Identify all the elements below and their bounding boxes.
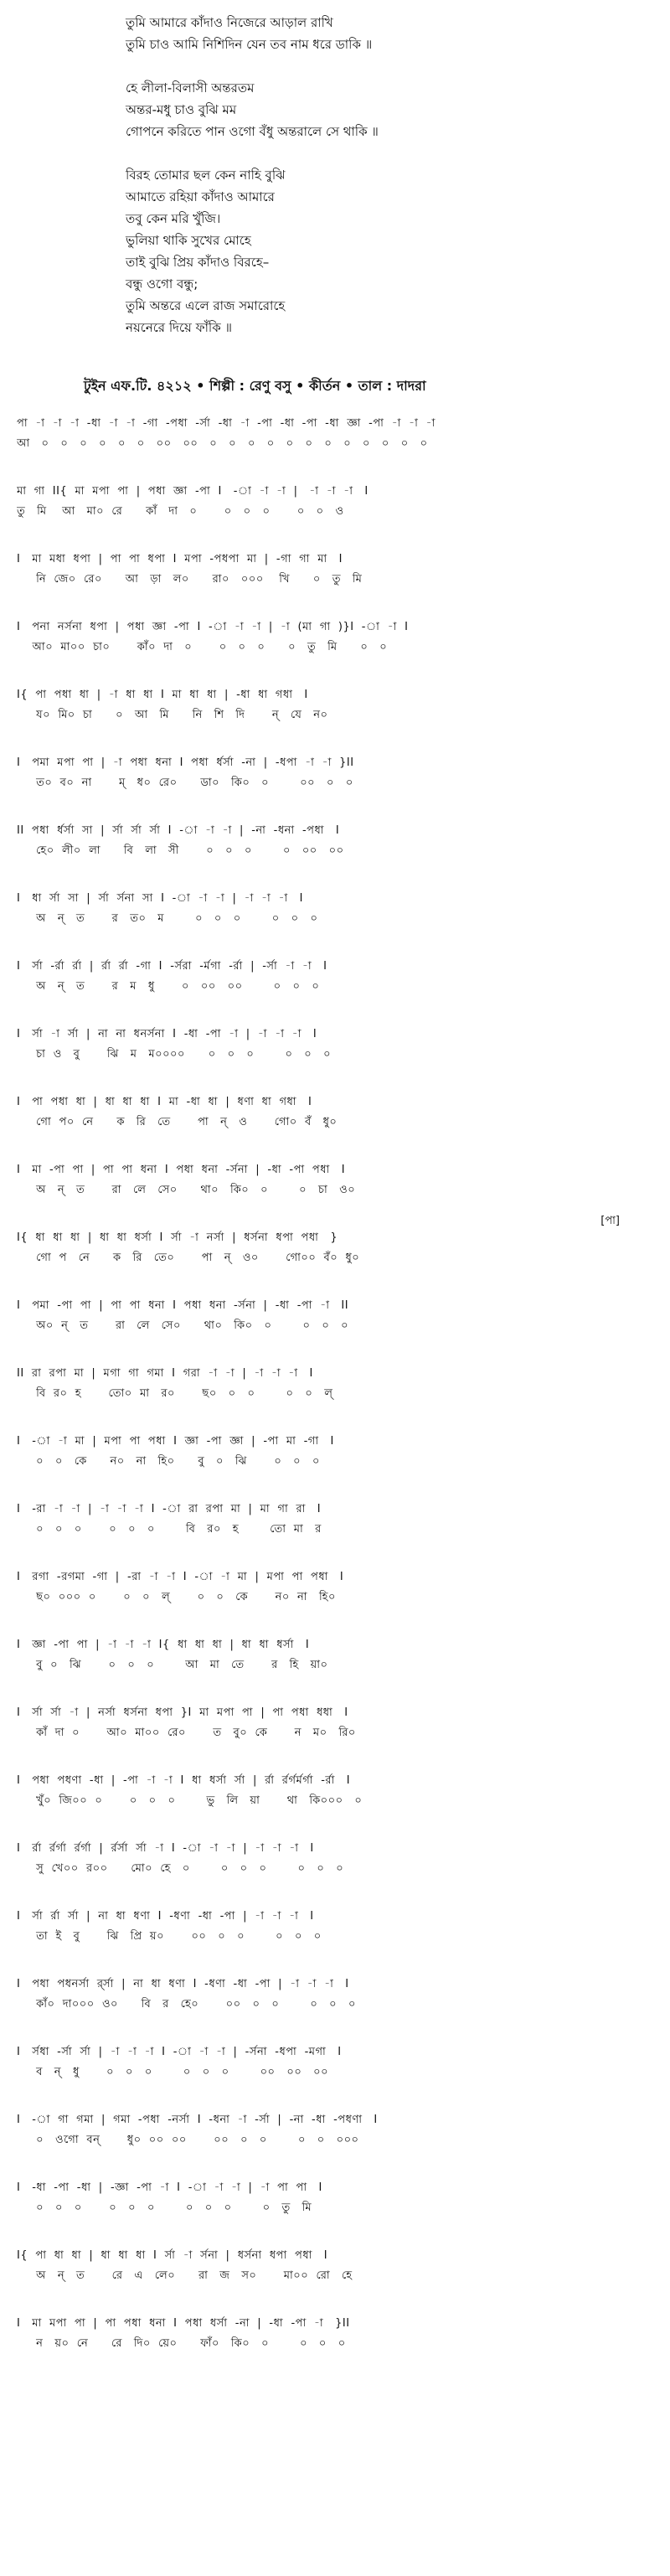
swara-row: I ধা র্সা সা | র্সা র্সনা সা I -া -া -া | -া -া -া I [17,892,304,905]
notation-block [0,614,670,682]
swara-row: I -ধা -পা -ধা | -জ্ঞা -পা -া I -া -া -া | -া পা পা I [17,2181,322,2194]
swara-row: I র্সা -া র্সা | না না ধনর্সনা I -ধা -পা -া | -া -া -া I [17,1028,317,1040]
bracket-note: [পা] [600,1215,620,1227]
notation-block [0,478,670,546]
lyric-syllable-row: অ ন্ ত রে এ লে০ রা জ স০ মা০০ রো হে [17,2269,353,2282]
lyric-stanza [126,12,561,55]
lyric-line: নয়নেরে দিয়ে ফাঁকি ॥ [126,320,232,335]
notation-block [0,1700,670,1768]
lyric-line: অন্তর-মধু চাও বুঝি মম [126,102,237,117]
swara-row: I পধা পধনর্সা র্র্সা | না ধা ধণা I -ধণা -ধা -পা | -া -া -া I [17,1978,349,1990]
swara-row: I -রা -া -া | -া -া -া I -া রা রপা মা | মা গা রা I [17,1503,322,1515]
lyric-syllable-row: সু খে০০ র০০ মো০ হে ০ ০ ০ ০ ০ ০ ০ [17,1862,344,1875]
swara-row: I পনা নর্সনা ধপা | পধা জ্ঞা -পা I -া -া -া | -া (মা গা )}I -া -া I [17,621,409,633]
lyric-syllable-row: চা ও বু ঝি ম ম০০০০ ০ ০ ০ ০ ০ ০ [17,1048,332,1061]
notation-block [0,1360,670,1428]
swara-row: I -া -া মা | মপা পা পধা I জ্ঞা -পা জ্ঞা | -পা মা -গা I [17,1435,334,1448]
notation-block [0,750,670,818]
lyric-syllable-row: ০ ০ ০ ০ ০ ০ বি র০ হ তো মা র [17,1523,322,1536]
swara-row: I র্সধা -র্সা র্সা | -া -া -া I -া -া -া | -র্সনা -ধপা -মগা I [17,2046,342,2058]
notation-block [0,1428,670,1496]
lyric-syllable-row: ০ ওগো বন্ ধু০ ০০ ০০ ০০ ০ ০ ০ ০ ০০০ [17,2134,359,2146]
lyric-syllable-row: খুঁ০ জি০০ ০ ০ ০ ০ ভু লি য়া থা কি০০০ ০ [17,1794,363,1807]
swara-row: I{ পা ধা ধা | ধা ধা ধা I র্সা -া র্সনা | ধর্সনা ধপা পধা I [17,2249,328,2262]
lyric-syllable-row: হে০ লী০ লা বি লা সী ০ ০ ০ ০ ০০ ০০ [17,844,344,857]
notation-block [0,546,670,614]
swara-row: II পধা র্ধর্সা সা | র্সা র্সা র্সা I -া -া -া | -না -ধনা -পধা I [17,824,340,837]
swara-row: I র্সা র্রা র্সা | না ধা ধণা I -ধণা -ধা -পা | -া -া -া I [17,1910,314,1923]
lyric-syllable-row: ছ০ ০০০ ০ ০ ০ ল্ ০ ০ কে ন০ না হি০ [17,1591,336,1603]
notation-block [0,1632,670,1700]
swara-row: II রা রপা মা | মগা গা গমা I গরা -া -া | -া -া -া I [17,1367,313,1380]
lyric-syllable-row: অ ন্ ত র ম ধু ০ ০০ ০০ ০ ০ ০ [17,980,320,993]
lyric-syllable-row: গো প০ নে ক রি তে পা ন্ ও গো০ বঁ ধু০ [17,1116,338,1128]
swara-row: I{ পা পধা ধা | -া ধা ধা I মা ধা ধা | -ধা ধা গধা I [17,689,308,701]
notation-block [0,1157,670,1225]
lyric-syllable-row: অ ন্ ত র ত০ ম ০ ০ ০ ০ ০ ০ [17,912,318,925]
swara-row: I পা পধা ধা | ধা ধা ধা I মা -ধা ধা | ধণা ধা গধা I [17,1096,312,1108]
swara-row: I রগা -রগমা -গা | -রা -া -া I -া -া মা | মপা পা পধা I [17,1571,344,1583]
lyric-syllable-row: অ ন্ ত রা লে সে০ থা০ কি০ ০ ০ চা ও০ [17,1184,356,1196]
lyric-line: তবু কেন মরি খুঁজি। [126,211,221,226]
lyric-syllable-row: ত০ ব০ না ম্ ধ০ রে০ ডা০ কি০ ০ ০০ ০ ০ [17,777,353,789]
lyric-syllable-row: নি জে০ রে০ আ ড়া ল০ রা০ ০০০ খি ০ তু মি [17,573,363,586]
notation-block [0,885,670,953]
swara-row: I মা -পা পা | পা পা ধনা I পধা ধনা -র্সনা | -ধা -পা পধা I [17,1164,346,1176]
lyric-syllable-row: তা ই বু ঝি প্রি য়০ ০০ ০ ০ ০ ০ ০ [17,1930,322,1943]
swara-row: I মা মপা পা | পা পধা ধনা I পধা ধর্সা -না | -ধা -পা -া }II [17,2317,350,2330]
swara-row: I -া গা গমা | গমা -পধা -নর্সা I -ধনা -া -র্সা | -না -ধা -পধণা I [17,2114,378,2126]
notation-block [0,682,670,750]
swara-row: I র্সা -র্রা র্রা | র্রা র্রা -গা I -র্সরা -র্মগা -র্রা | -র্সা -া -া I [17,960,327,973]
notation-block [0,818,670,885]
lyrics [126,12,561,360]
notation-block [0,953,670,1021]
lyric-line: তুমি অন্তরে এলে রাজ সমারোহে [126,298,286,313]
lyric-syllable-row: ০ ০ কে ন০ না হি০ বু ০ ঝি ০ ০ ০ [17,1455,320,1468]
lyric-syllable-row: তু মি আ মা০ রে কাঁ দা ০ ০ ০ ০ ০ ০ ও [17,505,344,518]
lyric-line: ভুলিয়া থাকি সুখের মোহে [126,233,251,248]
notation-block [0,1089,670,1157]
notation-block [0,2310,670,2378]
swara-row: পা -া -া -া -ধা -া -া -গা -পধা -র্সা -ধা -া -পা -ধা -পা -ধা জ্ঞা -পা -া -া -া [17,417,436,430]
lyric-stanza [126,164,561,338]
lyric-syllable-row: অ০ ন্ ত রা লে সে০ থা০ কি০ ০ ০ ০ ০ [17,1319,349,1332]
lyric-line: বিরহ তোমার ছল কেন নাহি বুঝি [126,168,286,183]
lyric-line: তাই বুঝি প্রিয় কাঁদাও বিরহে– [126,255,270,270]
lyric-syllable-row: আ০ মা০০ চা০ কাঁ০ দা ০ ০ ০ ০ ০ তু মি ০ ০ [17,641,388,653]
swara-row: মা গা II{ মা মপা পা | পধা জ্ঞা -পা I -া -া -া | -া -া -া I [17,485,368,498]
lyric-syllable-row: বি র০ হ তো০ মা র০ ছ০ ০ ০ ০ ০ ল্ [17,1387,333,1400]
lyric-line: তুমি আমারে কাঁদাও নিজেরে আড়াল রাখি [126,15,333,30]
lyric-syllable-row: কাঁ দা ০ আ০ মা০০ রে০ ত বু০ কে ন ম০ রি০ [17,1727,356,1739]
notation-block [0,1564,670,1632]
lyric-syllable-row: ০ ০ ০ ০ ০ ০ ০ ০ ০ ০ তু মি [17,2202,312,2214]
swara-row: I জ্ঞা -পা পা | -া -া -া I{ ধা ধা ধা | ধা ধা ধর্সা I [17,1639,310,1651]
lyric-syllable-row: ব ন্ ধু ০ ০ ০ ০ ০ ০ ০০ ০০ ০০ [17,2066,329,2078]
lyric-syllable-row: বু ০ ঝি ০ ০ ০ আ মা তে র হি য়া০ [17,1659,328,1671]
swara-row: I{ ধা ধা ধা | ধা ধা ধর্সা I র্সা -া নর্সা | ধর্সনা ধপা পধা } [17,1231,338,1244]
notation-block [0,1768,670,1835]
lyric-syllable-row: য০ মি০ চা ০ আ মি নি শি দি ন্ যে ন০ [17,709,328,721]
lyric-line: আমাতে রহিয়া কাঁদাও আমারে [126,189,275,204]
lyric-line: বন্ধু ওগো বন্ধু; [126,276,198,292]
swara-row: I পধা পধণা -ধা | -পা -া -া I ধা ধর্সা র্সা | র্রা র্রর্গর্মর্গা -র্রা I [17,1774,351,1787]
notation-block [0,1903,670,1971]
record-info: টুইন এফ.টি. ৪২১২ • শিল্পী : রেণু বসু • কীর্তন • তাল : দাদরা [84,378,426,394]
notation-block [0,2107,670,2175]
notation-block [0,2175,670,2243]
notation-block [0,1971,670,2039]
swara-row: I পমা মপা পা | -া পধা ধনা I পধা র্ধর্সা -না | -ধপা -া -া }II [17,756,354,769]
notation-block [0,1021,670,1089]
lyric-line: তুমি চাও আমি নিশিদিন যেন তব নাম ধরে ডাকি ॥ [126,37,373,52]
notation-block [0,1215,670,1293]
lyric-syllable-row: ন য়০ নে রে দি০ য়ে০ ফাঁ০ কি০ ০ ০ ০ ০ [17,2337,346,2350]
swara-row: I মা মধা ধপা | পা পা ধপা I মপা -পধপা মা | -গা গা মা I [17,553,343,565]
lyric-line: হে লীলা-বিলাসী অন্তরতম [126,80,255,96]
notation-block [0,2039,670,2107]
lyric-line: গোপনে করিতে পান ওগো বঁধু অন্তরালে সে থাকি ॥ [126,124,379,139]
lyric-syllable-row: কাঁ০ দা০০০ ও০ বি র হে০ ০০ ০ ০ ০ ০ ০ [17,1998,356,2011]
lyric-syllable-row: গো প নে ক রি তে০ পা ন্ ও০ গো০০ বঁ০ ধু০ [17,1252,360,1264]
notation-block [0,410,670,478]
notation-block [0,1496,670,1564]
swara-row: I পমা -পা পা | পা পা ধনা I পধা ধনা -র্সনা | -ধা -পা -া II [17,1299,349,1312]
lyric-stanza [126,77,561,142]
swara-row: I র্সা র্সা -া | নর্সা ধর্সনা ধপা }I মা মপা পা | পা পধা ধধা I [17,1706,348,1719]
notation-block [0,1293,670,1360]
notation-block [0,1835,670,1903]
lyric-syllable-row: আ ০ ০ ০ ০ ০ ০ ০০ ০০ ০ ০ ০ ০ ০ ০ ০ ০ ০ ০ ০ ০ [17,437,428,450]
swara-row: I র্রা র্রর্গা র্রর্গা | র্রর্সা র্সা -া I -া -া -া | -া -া -া I [17,1842,314,1855]
notation [0,410,670,2378]
notation-block [0,2243,670,2310]
